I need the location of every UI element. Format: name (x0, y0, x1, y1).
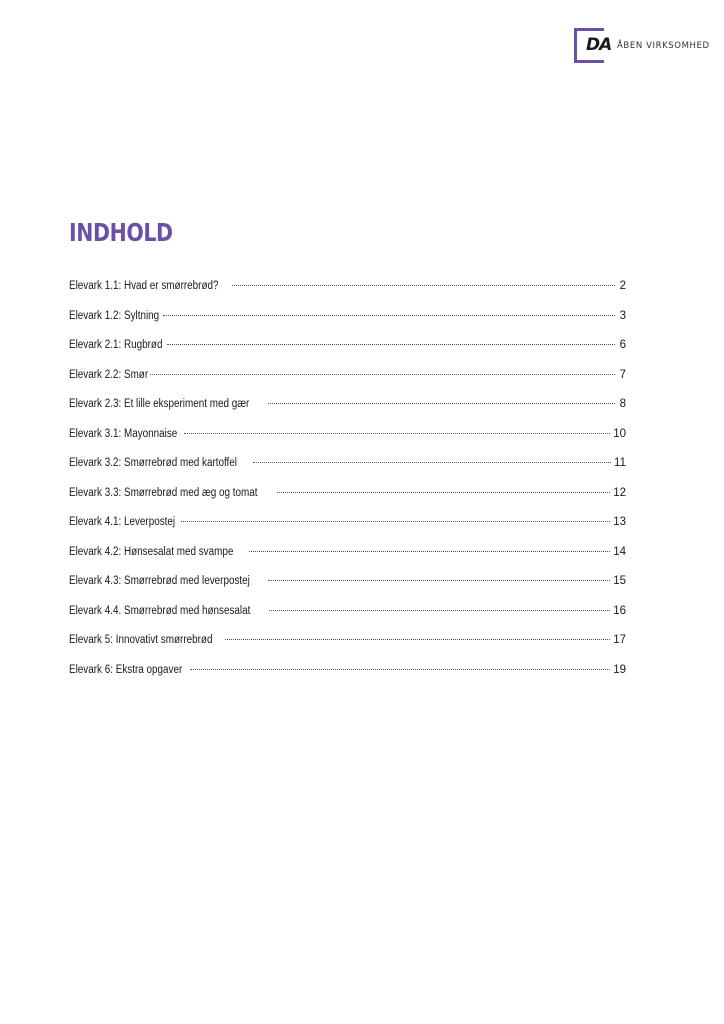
toc-entry-page: 8 (619, 398, 626, 410)
toc-entry[interactable] (69, 369, 626, 399)
dot-leader (225, 639, 610, 640)
toc-entry-label: Elevark 2.2: Smør (69, 368, 149, 381)
toc-entry[interactable] (69, 664, 626, 694)
toc-entry-label: Elevark 4.1: Leverpostej (69, 516, 176, 528)
toc-entry-page: 15 (613, 575, 626, 587)
toc-entry-page: 16 (613, 604, 626, 617)
toc-entry-label: Elevark 5: Innovativt smørrebrød (69, 634, 213, 646)
toc-entry[interactable] (69, 339, 626, 369)
toc-entry[interactable] (69, 634, 626, 664)
toc-entry-page: 11 (614, 457, 626, 469)
toc-entry[interactable] (69, 516, 626, 546)
toc-title: INDHOLD (69, 218, 173, 247)
toc-entry[interactable] (69, 280, 626, 310)
dot-leader (167, 344, 615, 345)
dot-leader (181, 521, 610, 522)
toc-entry-page: 10 (613, 427, 626, 440)
toc-entry-label: Elevark 3.2: Smørrebrød med kartoffel (69, 457, 238, 469)
logo-mark (574, 28, 612, 65)
toc-entry-label: Elevark 4.3: Smørrebrød med leverpostej (69, 575, 250, 587)
dot-leader (277, 492, 610, 493)
dot-leader (163, 315, 615, 316)
toc-entry[interactable] (69, 575, 626, 605)
toc-entry-label: Elevark 1.1: Hvad er smørrebrød? (69, 280, 219, 292)
logo-text: ÅBEN VIRKSOMHED (617, 41, 710, 51)
toc-entry[interactable] (69, 310, 626, 340)
table-of-contents (69, 280, 626, 693)
toc-entry-page: 3 (619, 309, 626, 322)
toc-entry-page: 2 (619, 280, 626, 292)
toc-entry-label: Elevark 3.3: Smørrebrød med æg og tomat (69, 486, 258, 499)
toc-entry-label: Elevark 3.1: Mayonnaise (69, 427, 178, 440)
toc-entry[interactable] (69, 428, 626, 458)
toc-entry-label: Elevark 2.3: Et lille eksperiment med gær (69, 398, 250, 410)
toc-entry-label: Elevark 6: Ekstra opgaver (69, 663, 183, 676)
toc-entry-label: Elevark 2.1: Rugbrød (69, 339, 163, 351)
dot-leader (268, 580, 610, 581)
toc-entry-page: 12 (613, 486, 626, 499)
toc-entry-page: 6 (619, 339, 626, 351)
toc-entry-page: 14 (613, 545, 626, 558)
dot-leader (249, 551, 610, 552)
toc-entry-page: 17 (613, 634, 626, 646)
toc-entry[interactable] (69, 398, 626, 428)
toc-entry-page: 13 (613, 516, 626, 528)
toc-entry-label: Elevark 1.2: Syltning (69, 309, 160, 322)
logo-letters: DA (586, 34, 612, 55)
dot-leader (253, 462, 611, 463)
dot-leader (190, 669, 611, 670)
dot-leader (232, 285, 615, 286)
da-logo (574, 26, 710, 66)
toc-entry[interactable] (69, 546, 626, 576)
dot-leader (268, 403, 615, 404)
toc-entry-page: 7 (619, 368, 626, 381)
toc-entry-page: 19 (613, 663, 626, 676)
toc-entry[interactable] (69, 487, 626, 517)
toc-entry[interactable] (69, 605, 626, 635)
toc-entry-label: Elevark 4.2: Hønsesalat med svampe (69, 545, 234, 558)
toc-entry[interactable] (69, 457, 626, 487)
dot-leader (269, 610, 610, 611)
dot-leader (184, 433, 610, 434)
toc-entry-label: Elevark 4.4. Smørrebrød med hønsesalat (69, 604, 251, 617)
dot-leader (150, 374, 615, 375)
